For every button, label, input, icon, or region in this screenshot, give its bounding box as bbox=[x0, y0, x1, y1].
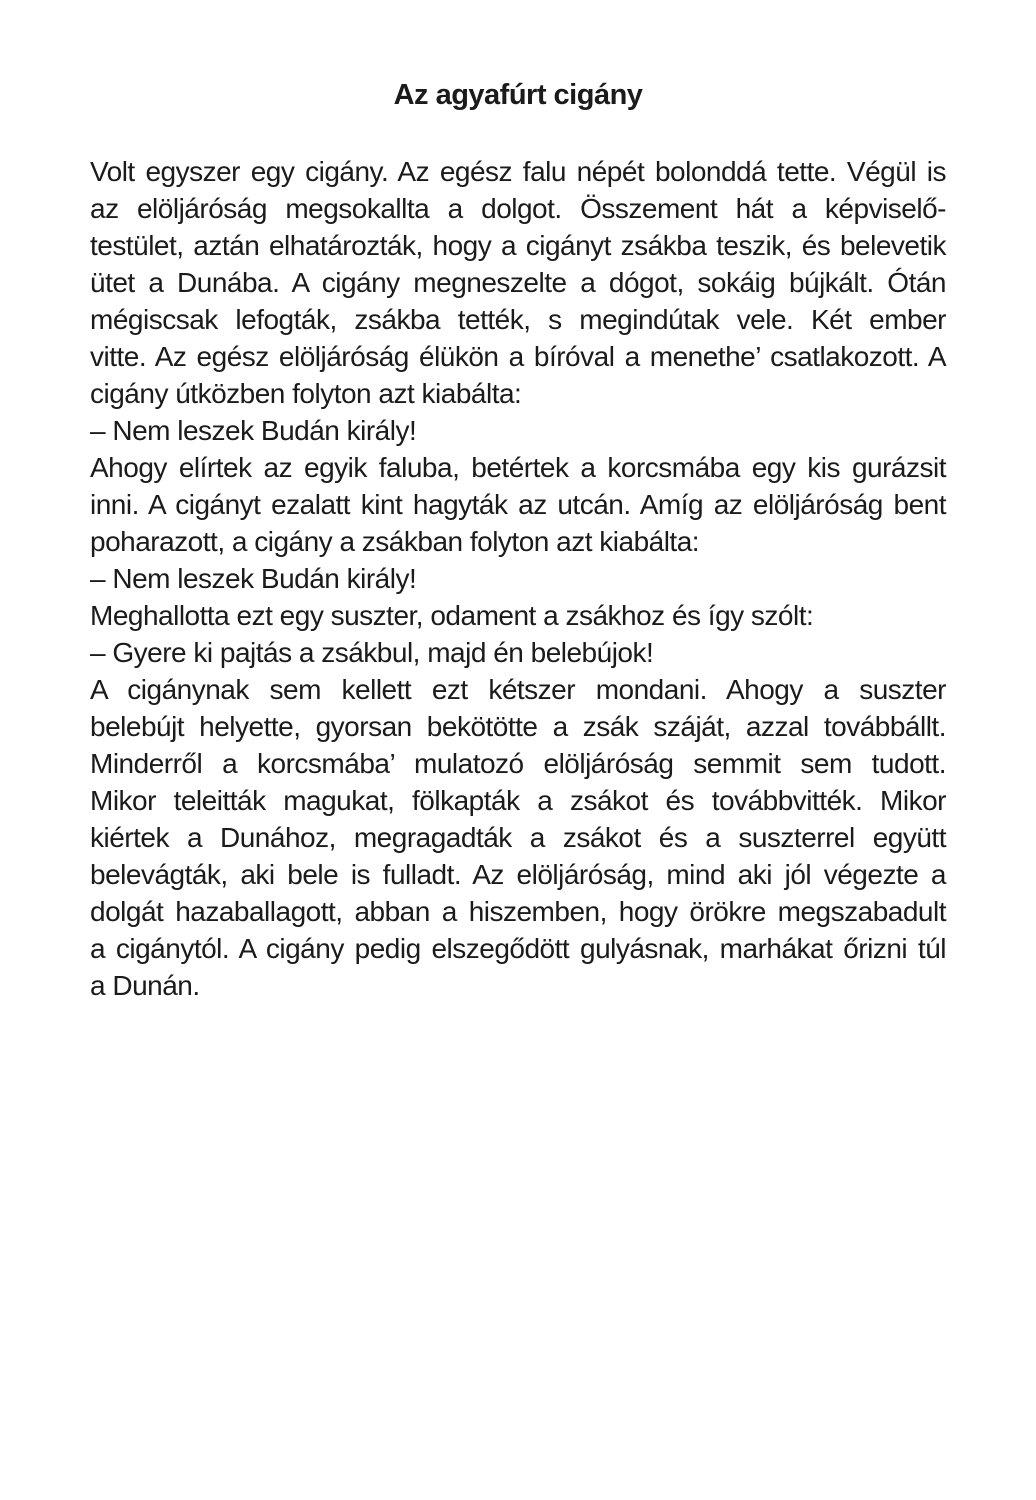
text-line: belebújt helyette, gyorsan bekötötte a zsák száját, azzal továbbállt. bbox=[90, 711, 946, 742]
text-line: kiértek a Dunához, megragadták a zsákot és a suszterrel együtt bbox=[90, 822, 946, 853]
text-line: – Gyere ki pajtás a zsákbul, majd én belebújok! bbox=[90, 637, 654, 668]
text-line: a Dunán. bbox=[90, 970, 200, 1001]
text-line: cigány útközben folyton azt kiabálta: bbox=[90, 378, 522, 409]
text-line: mégiscsak lefogták, zsákba tették, s megindútak vele. Két ember bbox=[90, 304, 946, 335]
text-line: poharazott, a cigány a zsákban folyton azt kiabálta: bbox=[90, 526, 700, 557]
story-text bbox=[90, 153, 946, 1004]
text-line: vitte. Az egész elöljáróság élükön a bíróval a menethe’ csatlakozott. A bbox=[90, 341, 946, 372]
text-line: Mikor teleitták magukat, fölkapták a zsákot és továbbvitték. Mikor bbox=[90, 785, 946, 816]
text-line: – Nem leszek Budán király! bbox=[90, 415, 417, 446]
text-line: dolgát hazaballagott, abban a hiszemben, hogy örökre megszabadult bbox=[90, 896, 946, 927]
document-title: Az agyafúrt cigány bbox=[393, 79, 643, 111]
text-line: Volt egyszer egy cigány. Az egész falu népét bolonddá tette. Végül is bbox=[90, 156, 946, 187]
text-line: – Nem leszek Budán király! bbox=[90, 563, 417, 594]
text-line: A cigánynak sem kellett ezt kétszer mondani. Ahogy a suszter bbox=[90, 674, 946, 705]
text-line: testület, aztán elhatározták, hogy a cigányt zsákba teszik, és belevetik bbox=[90, 230, 946, 261]
text-line: az elöljáróság megsokallta a dolgot. Összement hát a képviselő- bbox=[90, 193, 946, 224]
text-line: belevágták, aki bele is fulladt. Az elöljáróság, mind aki jól végezte a bbox=[90, 859, 946, 890]
text-line: Ahogy elírtek az egyik faluba, betértek a korcsmába egy kis gurázsit bbox=[90, 452, 946, 483]
text-line: inni. A cigányt ezalatt kint hagyták az utcán. Amíg az elöljáróság bent bbox=[90, 489, 946, 520]
text-line: a cigánytól. A cigány pedig elszegődött gulyásnak, marhákat őrizni túl bbox=[90, 933, 946, 964]
text-line: Minderről a korcsmába’ mulatozó elöljáróság semmit sem tudott. bbox=[90, 748, 946, 779]
text-line: ütet a Dunába. A cigány megneszelte a dógot, sokáig bújkált. Ótán bbox=[90, 267, 946, 298]
text-line: Meghallotta ezt egy suszter, odament a zsákhoz és így szólt: bbox=[90, 600, 814, 631]
